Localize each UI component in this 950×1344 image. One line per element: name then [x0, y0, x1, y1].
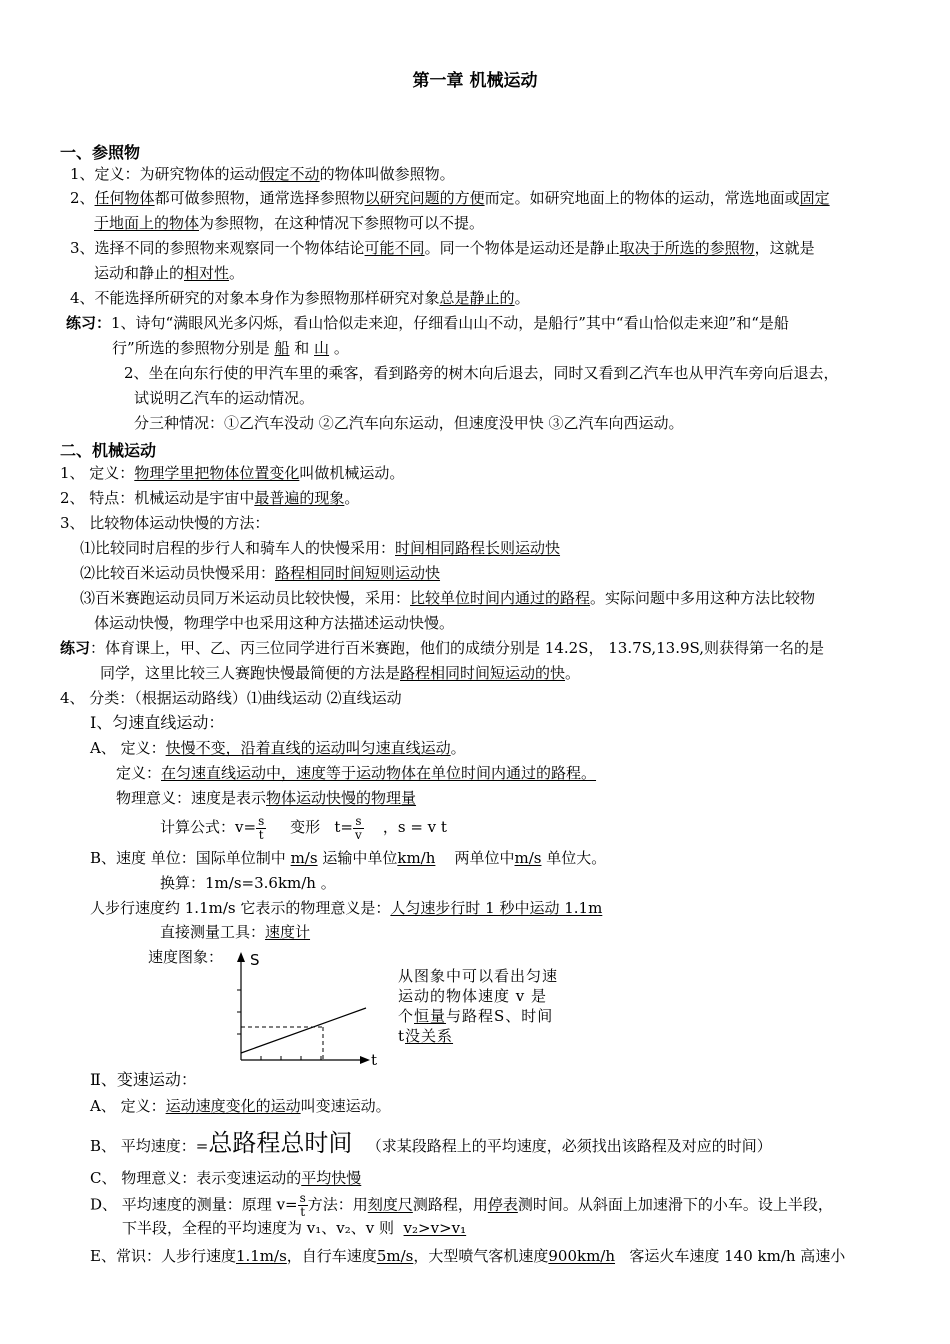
denominator: t — [258, 827, 264, 842]
exercise — [134, 388, 314, 408]
subheading-variable-motion: Ⅱ、变速运动： — [90, 1070, 197, 1089]
text: 从图象中可以看出匀速运动的物体速度 v 是个 — [398, 967, 559, 1025]
exercise — [112, 338, 349, 358]
underlined-text: 路程相同时间短则运动快 — [275, 564, 441, 582]
text: ⑵比较百米运动员快慢采用： — [80, 564, 276, 582]
underlined-text: 人匀速步行时 1 秒中运动 1.1m — [390, 899, 603, 917]
paragraph — [160, 922, 310, 942]
text: ：体育课上，甲、乙、丙三位同学进行百米赛跑，他们的成绩分别是 14.2S， 13.7S,13.9S,则获得第一名的是 — [90, 639, 825, 657]
text: 行”所选的参照物分别是 — [112, 339, 270, 357]
text: ，自行车速度 — [286, 1247, 377, 1265]
underlined-text: 固定 — [799, 189, 830, 207]
text: B、速度 单位：国际单位制中 — [90, 849, 286, 867]
paragraph — [90, 1128, 772, 1161]
paragraph — [80, 563, 440, 583]
text: A、 定义： — [90, 739, 166, 757]
paragraph: 换算：1m/s=3.6km/h 。 — [160, 874, 336, 892]
text: 。 — [344, 489, 360, 507]
underlined-text: 5m/s — [376, 1247, 414, 1265]
formula-text: ，s = v t — [382, 818, 447, 836]
answer-blank: 船 — [274, 339, 290, 357]
text: （求某段路程上的平均速度，必须找出该路程及对应的时间） — [366, 1137, 772, 1155]
underlined-text: 物理学里把物体位置变化 — [134, 464, 300, 482]
underlined-text: 以研究问题的方便 — [364, 189, 485, 207]
text: 与路程S、时间 t — [398, 1007, 554, 1045]
underlined-text: 1.1m/s — [235, 1247, 287, 1265]
formula-text: v= — [276, 1195, 298, 1214]
big-formula: 总路程总时间 — [208, 1129, 353, 1157]
text: C、 物理意义：表示变速运动的 — [90, 1169, 302, 1187]
text: 1、 定义： — [60, 464, 135, 482]
text: 叫变速运动。 — [300, 1097, 391, 1115]
underlined-text: m/s — [514, 849, 542, 867]
formula-line — [160, 813, 447, 842]
text: 的物体叫做参照物。 — [319, 165, 455, 183]
paragraph: 4、 分类：（根据运动路线）⑴曲线运动 ⑵直线运动 — [60, 689, 402, 707]
text: 同学，这里比较三人赛跑快慢最简便的方法是 — [100, 664, 401, 682]
paragraph — [116, 788, 416, 808]
paragraph — [90, 1246, 845, 1266]
text: 。 — [565, 664, 581, 682]
text: 1、定义：为研究物体的运动 — [70, 165, 260, 183]
text: 单位大。 — [546, 849, 607, 867]
denominator: t — [300, 1205, 306, 1219]
numerator: s — [353, 815, 364, 829]
distance-line — [241, 1008, 366, 1053]
paragraph — [94, 263, 244, 283]
fraction — [256, 815, 266, 842]
text: 。 — [229, 264, 245, 282]
underlined-text: 假定不动 — [259, 165, 320, 183]
text: 4、不能选择所研究的对象本身作为参照物那样研究对象 — [70, 289, 440, 307]
section-heading-reference: 一、参照物 — [60, 143, 141, 162]
graph-note — [398, 966, 558, 1046]
underlined-text: 最普遍的现象 — [254, 489, 345, 507]
text: 物理意义：速度是表示 — [116, 789, 267, 807]
answer-blank: 山 — [314, 339, 330, 357]
paragraph — [90, 1096, 391, 1116]
paragraph — [90, 738, 466, 758]
text: 为参照物，在这种情况下参照物可以不提。 — [199, 214, 485, 232]
underlined-text: 900km/h — [548, 1247, 616, 1265]
paragraph — [60, 488, 359, 508]
exercise — [60, 638, 824, 658]
underlined-text: 快慢不变，沿着直线的运动叫匀速直线运动 — [165, 739, 451, 757]
underlined-text: 运动速度变化的运动 — [165, 1097, 301, 1115]
text: 运动和静止的 — [94, 264, 185, 282]
paragraph — [122, 1218, 466, 1238]
exercise-label: 练习 — [60, 639, 91, 657]
text: 下半段，全程的平均速度为 v₁、v₂、v 则 — [122, 1219, 394, 1237]
axis-label-t: t — [371, 1051, 378, 1069]
paragraph — [116, 763, 596, 783]
underlined-text: 路程相同时间短运动的快 — [400, 664, 566, 682]
text: 。实际问题中多用这种方法比较物 — [590, 589, 816, 607]
paragraph: 体运动快慢，物理学中也采用这种方法描述运动快慢。 — [94, 614, 455, 632]
text: A、 定义： — [90, 1097, 166, 1115]
text: ，大型喷气客机速度 — [413, 1247, 549, 1265]
paragraph — [94, 213, 484, 233]
text: 分三种情况：①乙汽车没动 ②乙汽车向东运动，但速度没甲快 ③乙汽车向西运动。 — [134, 414, 684, 432]
axis-label-s: S — [250, 951, 260, 969]
text: D、 平均速度的测量：原理 — [90, 1195, 272, 1214]
exercise — [100, 663, 580, 683]
paragraph — [80, 588, 815, 608]
numerator: s — [258, 813, 265, 828]
paragraph: 3、 比较物体运动快慢的方法： — [60, 514, 270, 532]
underlined-text: 可能不同 — [364, 239, 425, 257]
text: 。 — [450, 739, 466, 757]
x-axis-arrow — [360, 1056, 370, 1064]
text: 3、选择不同的参照物来观察同一个物体结论 — [70, 239, 365, 257]
underlined-text: 恒量 — [414, 1007, 447, 1025]
numerator: s — [299, 1191, 306, 1205]
text: 定义： — [116, 764, 162, 782]
paragraph — [80, 538, 560, 558]
paragraph — [70, 164, 455, 184]
underlined-text: 时间相同路程长则运动快 — [395, 539, 561, 557]
underlined-text: 物体运动快慢的物理量 — [266, 789, 417, 807]
exercise — [124, 363, 839, 383]
text: 人步行速度约 1.1m/s 它表示的物理意义是： — [90, 899, 391, 917]
underlined-text: 总是静止的 — [439, 289, 515, 307]
text: 测路程，用 — [412, 1195, 488, 1214]
text: 方法：用 — [307, 1195, 368, 1214]
paragraph — [90, 848, 606, 868]
text: ⑴比较同时启程的步行人和骑车人的快慢采用： — [80, 539, 396, 557]
text: 测时间。从斜面上加速滑下的小车。设上半段， — [517, 1195, 833, 1214]
section-heading-mechanical-motion: 二、机械运动 — [60, 441, 157, 460]
formula-text: v= — [235, 818, 257, 836]
text: 和 — [294, 339, 310, 357]
paragraph — [90, 1192, 833, 1219]
text: 直接测量工具： — [160, 923, 266, 941]
text: ，这就是 — [754, 239, 815, 257]
underlined-text: 平均快慢 — [301, 1169, 362, 1187]
exercise — [66, 313, 789, 333]
denominator: v — [355, 827, 362, 842]
paragraph — [90, 1168, 361, 1188]
text: 变形 — [290, 818, 321, 836]
page-title: 第一章 机械运动 — [412, 71, 538, 91]
exercise-label: 练习： — [66, 314, 112, 332]
text: ⑶百米赛跑运动员同万米运动员比较快慢，采用： — [80, 589, 411, 607]
paragraph — [70, 288, 530, 308]
text: 都可做参照物，通常选择参照物 — [154, 189, 365, 207]
underlined-text: v₂>v>v₁ — [403, 1219, 467, 1237]
underlined-text: 没关系 — [405, 1027, 454, 1045]
underlined-text: 取决于所选的参照物 — [619, 239, 755, 257]
text: 试说明乙汽车的运动情况。 — [134, 389, 315, 407]
underlined-text: 刻度尺 — [367, 1195, 413, 1214]
text: 2、坐在向东行使的甲汽车里的乘客，看到路旁的树木向后退去，同时又看到乙汽车也从甲汽车旁向后退去， — [124, 364, 839, 382]
underlined-text: 在匀速直线运动中，速度等于运动物体在单位时间内通过的路程。 — [161, 764, 597, 782]
text: 。 — [333, 339, 349, 357]
text: E、常识：人步行速度 — [90, 1247, 236, 1265]
text: 两单位中 — [454, 849, 515, 867]
text: B、 平均速度：= — [90, 1137, 209, 1155]
underlined-text: 于地面上的物体 — [94, 214, 200, 232]
paragraph — [90, 898, 602, 918]
text: 计算公式： — [160, 818, 236, 836]
fraction — [298, 1192, 308, 1219]
underlined-text: km/h — [397, 849, 436, 867]
underlined-text: 停表 — [487, 1195, 518, 1214]
fraction — [353, 815, 364, 842]
formula-text: t= — [334, 818, 354, 836]
text: 客运火车速度 140 km/h 高速小 — [629, 1247, 846, 1265]
text: 1、诗句“满眼风光多闪烁，看山恰似走来迎，仔细看山山不动，是船行”其中“看山恰似走来迎”和“是船 — [111, 314, 789, 332]
subheading-uniform-motion: Ⅰ、匀速直线运动： — [90, 713, 225, 732]
graph-label: 速度图象： — [148, 948, 224, 966]
paragraph — [60, 463, 404, 483]
text: 叫做机械运动。 — [299, 464, 405, 482]
text: 运输中单位 — [322, 849, 398, 867]
underlined-text: 任何物体 — [94, 189, 155, 207]
paragraph — [70, 238, 815, 258]
text: 2、 — [70, 189, 95, 207]
text: 2、 特点：机械运动是宇宙中 — [60, 489, 255, 507]
text: 。 — [514, 289, 530, 307]
underlined-text: 相对性 — [184, 264, 230, 282]
text: 而定。如研究地面上的物体的运动，常选地面或 — [484, 189, 800, 207]
underlined-text: 速度计 — [265, 923, 311, 941]
y-axis-arrow — [237, 952, 245, 962]
paragraph — [70, 188, 830, 208]
underlined-text: m/s — [290, 849, 318, 867]
exercise-answer — [134, 413, 684, 433]
underlined-text: 比较单位时间内通过的路程 — [410, 589, 591, 607]
text: 。同一个物体是运动还是静止 — [424, 239, 620, 257]
